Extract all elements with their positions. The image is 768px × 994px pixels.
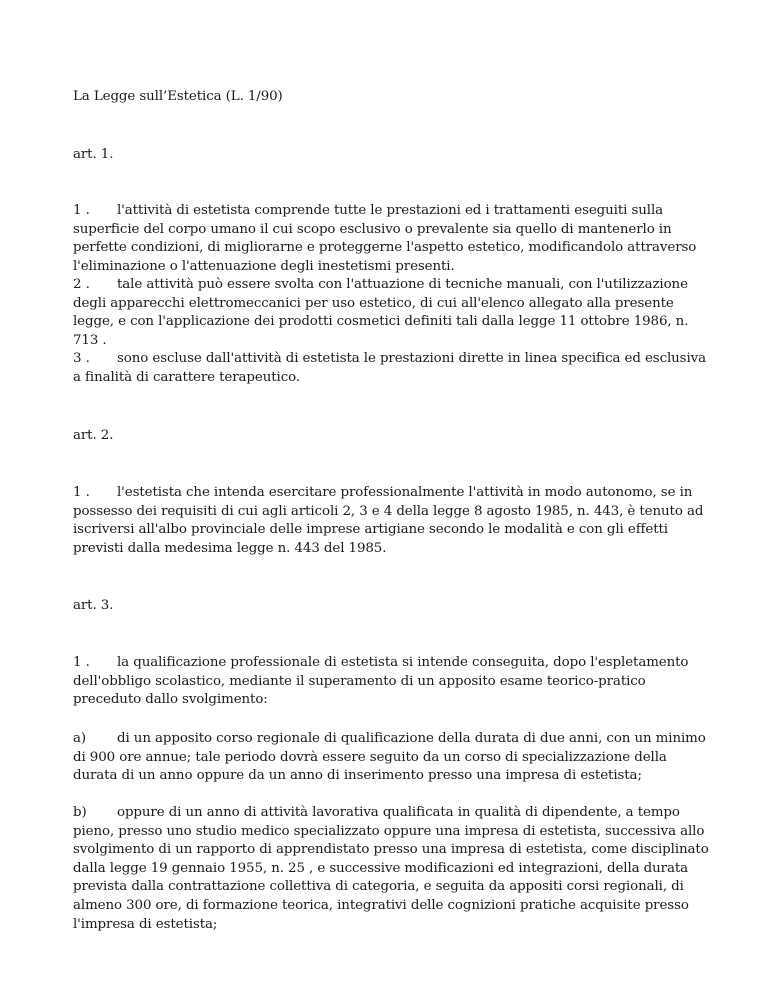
item-letter: a) xyxy=(73,731,87,746)
article-1-paragraph-1 xyxy=(73,202,713,276)
paragraph-text: l'estetista che intenda esercitare professionalmente l'attività in modo autonomo, se in possesso dei requisiti di cui agli articoli 2, 3 e 4 della legge 8 agosto 1985, n. 443, è tenuto ad iscriversi all'albo provinciale delle imprese artigiane secondo le modalità e con gli effetti previsti dalla medesima legge n. 443 del 1985. xyxy=(73,485,704,556)
item-text: oppure di un anno di attività lavorativa qualificata in qualità di dipendente, a tempo pieno, presso uno studio medico specializzato oppure una impresa di estetista, successiva allo svolgimento di un rapporto di apprendistato presso una impresa di estetista, come disciplinato dalla legge 19 gennaio 1955, n. 25 , e successive modificazioni ed integrazioni, della durata prevista dalla contrattazione collettiva di categoria, e seguita da appositi corsi regionali, di almeno 300 ore, di formazione teorica, integrativi delle cognizioni pratiche acquisite presso l'impresa di estetista; xyxy=(73,805,709,932)
paragraph-number: 3 . xyxy=(73,351,90,366)
article-2-heading: art. 2. xyxy=(73,428,114,443)
paragraph-text: l'attività di estetista comprende tutte le prestazioni ed i trattamenti eseguiti sulla superficie del corpo umano il cui scopo esclusivo o prevalente sia quello di mantenerlo in perfette condizioni, di migliorarne e proteggerne l'aspetto estetico, modificandolo attraverso l'eliminazione o l'attenuazione degli inestetismi presenti. xyxy=(73,203,697,274)
article-3-item-a xyxy=(73,730,713,786)
article-1-paragraph-3 xyxy=(73,350,713,387)
paragraph-text: la qualificazione professionale di estetista si intende conseguita, dopo l'espletamento dell'obbligo scolastico, mediante il superamento di un apposito esame teorico-pratico preceduto dallo svolgimento: xyxy=(73,655,689,708)
paragraph-text: tale attività può essere svolta con l'attuazione di tecniche manuali, con l'utilizzazione degli apparecchi elettromeccanici per uso estetico, di cui all'elenco allegato alla presente legge, e con l'applicazione dei prodotti cosmetici definiti tali dalla legge 11 ottobre 1986, n. 713 . xyxy=(73,277,689,348)
paragraph-text: sono escluse dall'attività di estetista le prestazioni dirette in linea specifica ed esclusiva a finalità di carattere terapeutico. xyxy=(73,351,706,385)
item-letter: b) xyxy=(73,805,87,820)
article-1-heading: art. 1. xyxy=(73,147,114,162)
paragraph-number: 2 . xyxy=(73,277,90,292)
paragraph-number: 1 . xyxy=(73,655,90,670)
article-3-paragraph-1 xyxy=(73,654,713,710)
paragraph-number: 1 . xyxy=(73,485,90,500)
document-title: La Legge sull’Estetica (L. 1/90) xyxy=(73,89,283,104)
item-text: di un apposito corso regionale di qualificazione della durata di due anni, con un minimo di 900 ore annue; tale periodo dovrà essere seguito da un corso di specializzazione della durata di un anno oppure da un anno di inserimento presso una impresa di estetista; xyxy=(73,731,706,784)
paragraph-number: 1 . xyxy=(73,203,90,218)
article-2-paragraph-1 xyxy=(73,484,713,558)
article-1-paragraph-2 xyxy=(73,276,713,350)
article-3-heading: art. 3. xyxy=(73,598,114,613)
article-3-item-b xyxy=(73,804,713,934)
